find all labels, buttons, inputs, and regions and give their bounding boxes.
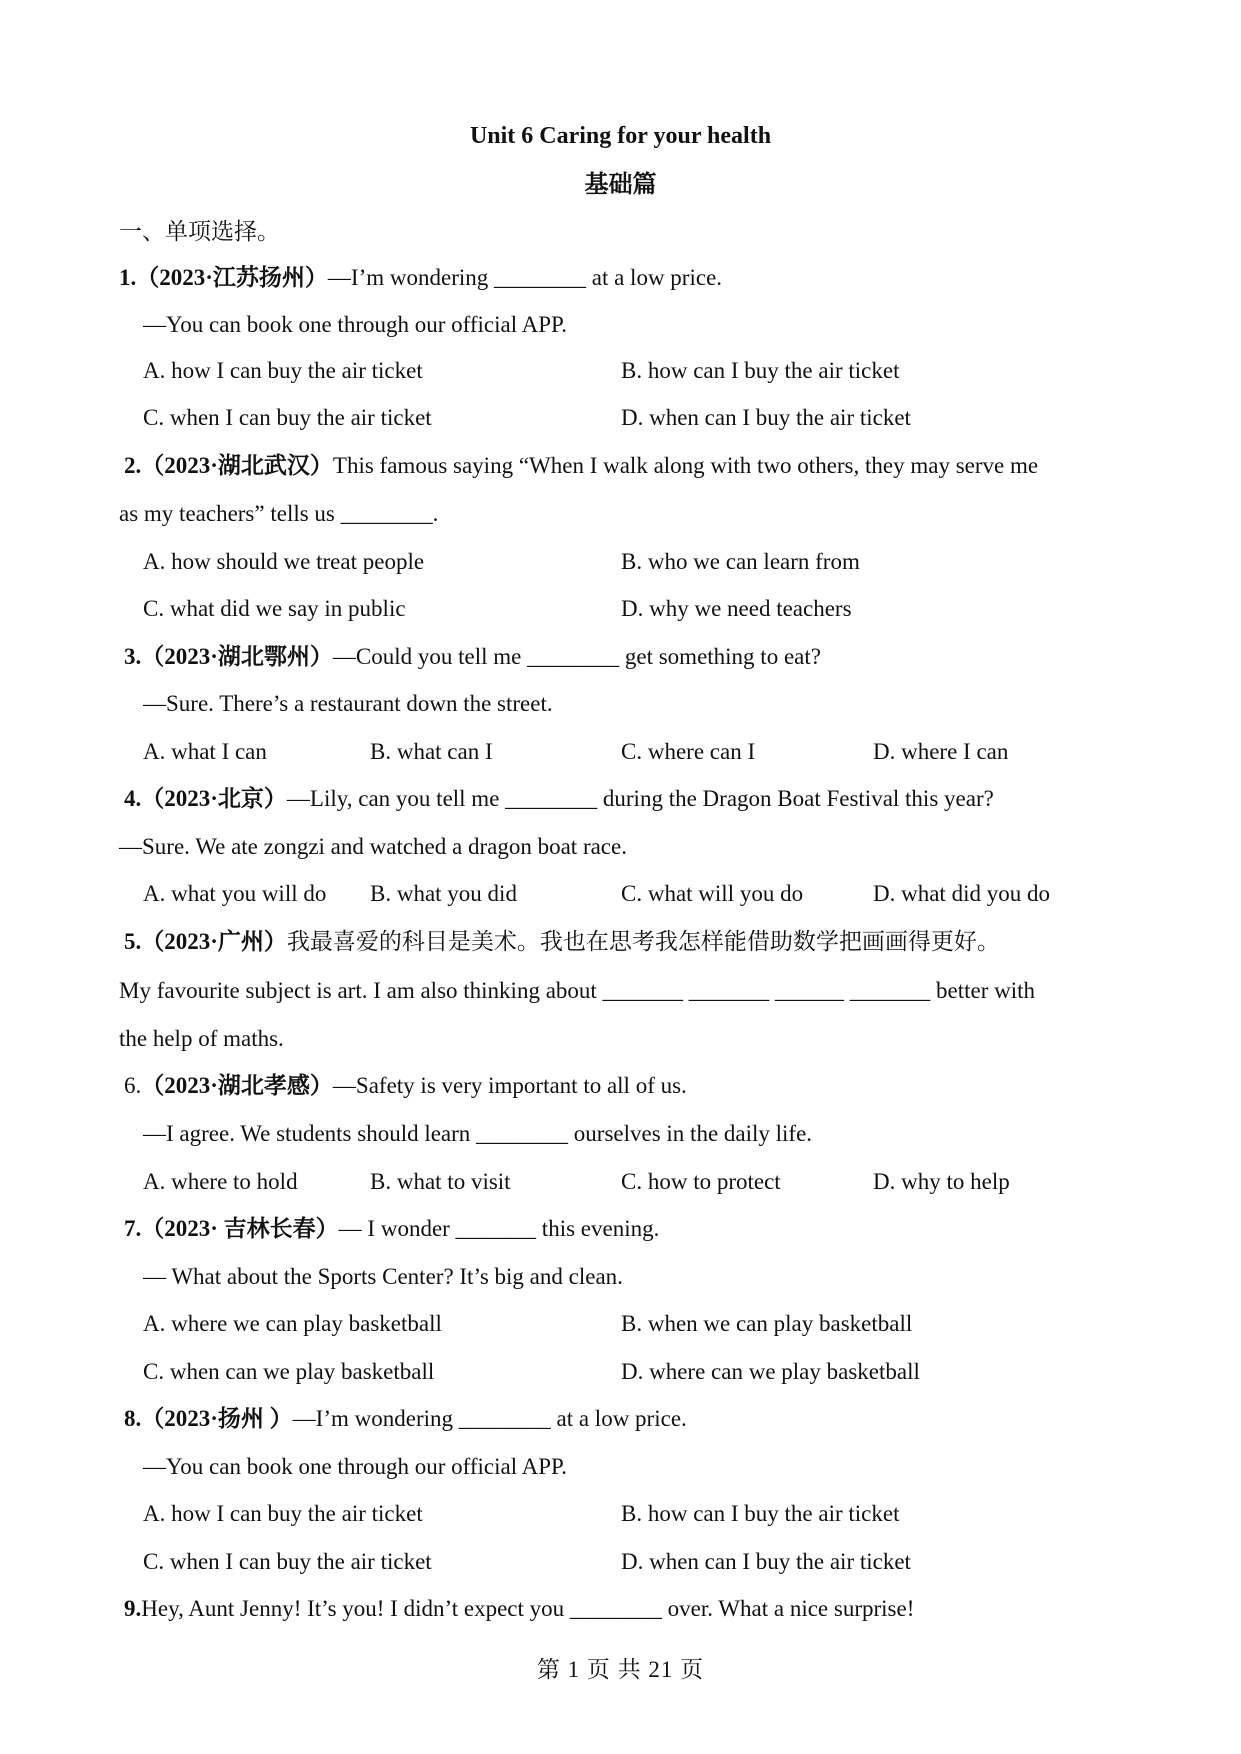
question-6-reply: —I agree. We students should learn ________ ourselves in the daily life. (143, 1121, 813, 1146)
question-number: 2. (124, 453, 142, 478)
question-1-reply: —You can book one through our official APP. (143, 312, 568, 337)
question-4-reply: —Sure. We ate zongzi and watched a dragon boat race. (119, 834, 627, 859)
question-6 (124, 1072, 687, 1100)
option-a: A. where to hold (143, 1169, 298, 1194)
option-c: C. when can we play basketball (143, 1359, 435, 1384)
question-source: （2023·湖北鄂州） (141, 644, 333, 669)
option-b: B. what to visit (370, 1169, 511, 1194)
question-stem: —Safety is very important to all of us. (332, 1073, 687, 1098)
question-stem: —I’m wondering ________ at a low price. (292, 1406, 687, 1431)
question-4 (124, 785, 994, 813)
question-2-continued: as my teachers” tells us ________. (119, 501, 439, 526)
option-a: A. how I can buy the air ticket (143, 358, 423, 383)
question-5-translation: My favourite subject is art. I am also thinking about _______ _______ ______ _______ better with (119, 978, 1036, 1003)
option-d: D. why to help (873, 1169, 1010, 1194)
question-3-reply: —Sure. There’s a restaurant down the street. (143, 691, 553, 716)
question-2 (124, 452, 1038, 480)
option-b: B. how can I buy the air ticket (621, 358, 900, 383)
option-d: D. what did you do (873, 881, 1050, 906)
question-7 (124, 1215, 659, 1243)
question-number: 7. (124, 1216, 142, 1241)
page-footer: 第 1 页 共 21 页 (536, 1657, 705, 1682)
question-number: 5. (124, 929, 142, 954)
option-b: B. when we can play basketball (621, 1311, 913, 1336)
document-title: Unit 6 Caring for your health (469, 123, 772, 149)
question-5-continued: the help of maths. (119, 1026, 284, 1051)
option-c: C. what did we say in public (143, 596, 406, 621)
option-a: A. what you will do (143, 881, 327, 906)
option-b: B. what can I (370, 739, 493, 764)
option-d: D. why we need teachers (621, 596, 852, 621)
question-stem: This famous saying “When I walk along with two others, they may serve me (332, 453, 1039, 478)
question-stem: —Could you tell me ________ get something to eat? (332, 644, 821, 669)
option-d: D. when can I buy the air ticket (621, 405, 911, 430)
question-3 (124, 643, 821, 671)
question-9 (124, 1595, 914, 1623)
question-source: （2023·湖北孝感） (141, 1073, 333, 1098)
question-source: （2023·湖北武汉） (141, 453, 333, 478)
option-c: C. how to protect (621, 1169, 781, 1194)
option-c: C. when I can buy the air ticket (143, 405, 432, 430)
option-c: C. when I can buy the air ticket (143, 1549, 432, 1574)
question-number: 8. (124, 1406, 142, 1431)
question-8-reply: —You can book one through our official APP. (143, 1454, 568, 1479)
document-subtitle: 基础篇 (584, 172, 657, 198)
option-a: A. how should we treat people (143, 549, 425, 574)
question-source: （2023· 吉林长春） (141, 1216, 339, 1241)
option-d: D. where can we play basketball (621, 1359, 920, 1384)
question-stem: —I’m wondering ________ at a low price. (327, 265, 723, 290)
option-b: B. what you did (370, 881, 517, 906)
question-stem: 我最喜爱的科目是美术。我也在思考我怎样能借助数学把画画得更好。 (286, 929, 1000, 954)
question-1 (119, 264, 722, 292)
question-source: （2023·扬州 ） (141, 1406, 293, 1431)
question-number: 6. (124, 1073, 142, 1098)
question-number: 9. (124, 1596, 142, 1621)
question-number: 1. (119, 265, 137, 290)
option-a: A. what I can (143, 739, 267, 764)
option-b: B. how can I buy the air ticket (621, 1501, 900, 1526)
question-source: （2023·广州） (141, 929, 287, 954)
question-stem: — I wonder _______ this evening. (338, 1216, 660, 1241)
question-source: （2023·北京） (141, 786, 287, 811)
question-8 (124, 1405, 687, 1433)
question-number: 4. (124, 786, 142, 811)
option-d: D. where I can (873, 739, 1009, 764)
option-d: D. when can I buy the air ticket (621, 1549, 911, 1574)
question-7-reply: — What about the Sports Center? It’s big and clean. (143, 1264, 623, 1289)
option-c: C. where can I (621, 739, 756, 764)
option-a: A. how I can buy the air ticket (143, 1501, 423, 1526)
question-number: 3. (124, 644, 142, 669)
question-stem: —Lily, can you tell me ________ during the Dragon Boat Festival this year? (286, 786, 994, 811)
section-heading: 一、单项选择。 (119, 219, 280, 244)
question-source: （2023·江苏扬州） (136, 265, 328, 290)
question-5 (124, 928, 1000, 956)
option-b: B. who we can learn from (621, 549, 860, 574)
option-c: C. what will you do (621, 881, 804, 906)
option-a: A. where we can play basketball (143, 1311, 442, 1336)
question-stem: Hey, Aunt Jenny! It’s you! I didn’t expect you ________ over. What a nice surprise! (141, 1596, 915, 1621)
